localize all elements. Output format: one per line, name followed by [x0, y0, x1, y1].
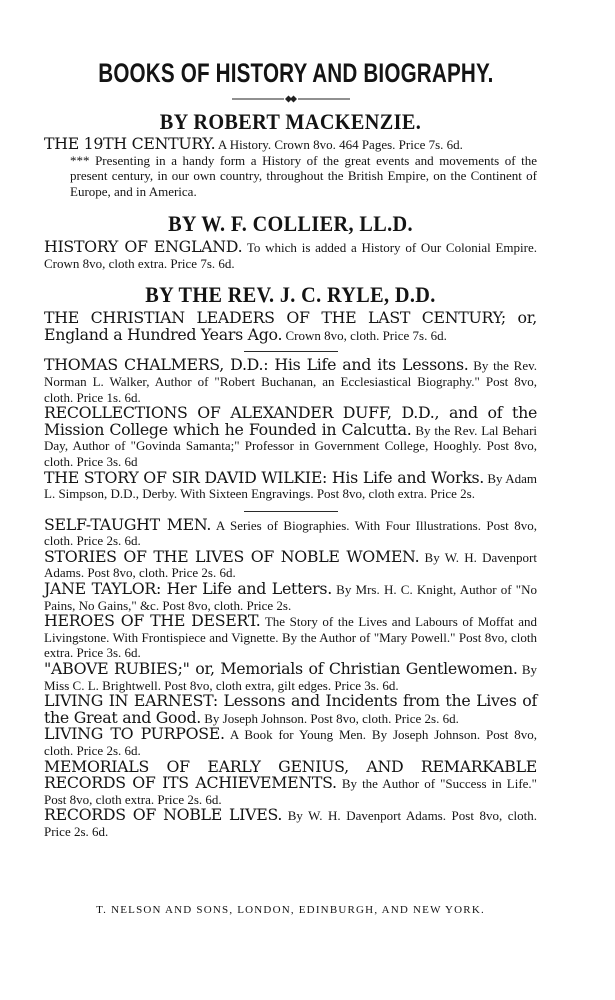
- catalogue-entry: [44, 613, 537, 661]
- page-title: BOOKS OF HISTORY AND BIOGRAPHY.: [98, 58, 494, 88]
- catalogue-entry: [44, 693, 537, 726]
- catalogue-entry: [44, 807, 537, 839]
- entry-desc: By the Rev. Lal Behari Day, Author of "Govinda Samanta;" Professor in Government College, Hooghly. Post 8vo, cloth. Price 3s. 6d: [44, 422, 538, 469]
- author-heading-mackenzie: BY ROBERT MACKENZIE.: [159, 109, 422, 134]
- entry-desc: By Joseph Johnson. Post 8vo, cloth. Price 2s. 6d.: [204, 710, 459, 726]
- entry-history-of-england: [44, 236, 537, 271]
- entry-title: LIVING IN EARNEST: Lessons and Incidents from the Lives of the Great and Good.: [44, 691, 537, 727]
- entry-desc: By W. H. Davenport Adams. Post 8vo, cloth. Price 2s. 6d.: [44, 808, 538, 839]
- entry-desc: Crown 8vo, cloth. Price 7s. 6d.: [285, 327, 447, 343]
- catalogue-entry: [44, 756, 537, 808]
- catalogue-page: [44, 58, 538, 916]
- entry-desc: By Miss C. L. Brightwell. Post 8vo, cloth extra, gilt edges. Price 3s. 6d.: [44, 662, 537, 693]
- author-heading-collier: BY W. F. COLLIER, LL.D.: [168, 210, 413, 236]
- entry-title: THE STORY OF SIR DAVID WILKIE: His Life and Works.: [44, 467, 484, 487]
- entry-desc: By the Rev. Norman L. Walker, Author of "Robert Buchanan, an Ecclesiastical Biography." Post 8vo, cloth. Price 1s. 6d.: [44, 358, 537, 405]
- catalogue-entry: [44, 661, 537, 693]
- entry-desc: The Story of the Lives and Labours of Moffat and Livingstone. With Frontispiece and Vignette. By the Author of "Mary Powell." Post 8vo, cloth extra. Price 3s. 6d.: [44, 614, 538, 661]
- entry-note: *** Presenting in a handy form a History of the great events and movements of the present century, in our own country, throughout the British Empire, on the Continent of Europe, and in America.: [70, 152, 537, 200]
- entry-group-biographies: [44, 357, 537, 501]
- entry-title: STORIES OF THE LIVES OF NOBLE WOMEN.: [44, 546, 420, 566]
- entry-desc: A Book for Young Men. By Joseph Johnson. Post 8vo, cloth. Price 2s. 6d.: [44, 727, 537, 759]
- entry-christian-leaders: [44, 310, 537, 343]
- entry-desc: By W. H. Davenport Adams. Post 8vo, cloth. Price 2s. 6d.: [44, 549, 537, 581]
- entry-title: SELF-TAUGHT MEN.: [44, 514, 212, 534]
- entry-title: RECORDS OF NOBLE LIVES.: [44, 805, 283, 825]
- entry-title: MEMORIALS OF EARLY GENIUS, AND REMARKABLE RECORDS OF ITS ACHIEVEMENTS.: [44, 756, 537, 793]
- catalogue-entry: [44, 357, 537, 405]
- section-divider: [244, 511, 338, 512]
- entry-title: HISTORY OF ENGLAND.: [44, 236, 243, 256]
- catalogue-entry: [44, 514, 537, 549]
- entry-19th-century: [44, 136, 537, 153]
- catalogue-entry: [44, 546, 537, 581]
- catalogue-entry: [44, 581, 537, 613]
- entry-desc: A History. Crown 8vo. 464 Pages. Price 7s. 6d.: [217, 137, 463, 152]
- publisher-footer: T. NELSON AND SONS, LONDON, EDINBURGH, AND NEW YORK.: [96, 904, 485, 916]
- entry-title: THOMAS CHALMERS, D.D.: His Life and its Lessons.: [44, 355, 469, 375]
- entry-group-series: [44, 514, 538, 840]
- entry-title: THE CHRISTIAN LEADERS OF THE LAST CENTURY; or, England a Hundred Years Ago.: [44, 308, 537, 344]
- catalogue-entry: [44, 726, 537, 758]
- entry-desc: To which is added a History of Our Colonial Empire. Crown 8vo, cloth extra. Price 7s. 6d.: [44, 239, 537, 271]
- entry-title: THE 19TH CENTURY.: [44, 134, 216, 153]
- catalogue-entry: [44, 467, 537, 502]
- ornament-divider-icon: [232, 94, 350, 104]
- entry-desc: By Adam L. Simpson, D.D., Derby. With Sixteen Engravings. Post 8vo, cloth extra. Price 2s.: [44, 470, 537, 502]
- entry-title: "ABOVE RUBIES;" or, Memorials of Christian Gentlewomen.: [44, 659, 518, 679]
- entry-title: JANE TAYLOR: Her Life and Letters.: [44, 579, 332, 599]
- section-divider: [244, 351, 338, 352]
- entry-desc: A Series of Biographies. With Four Illustrations. Post 8vo, cloth. Price 2s. 6d.: [44, 517, 537, 549]
- entry-title: HEROES OF THE DESERT.: [44, 611, 261, 631]
- entry-desc: By the Author of "Success in Life." Post 8vo, cloth extra. Price 2s. 6d.: [44, 776, 537, 807]
- catalogue-entry: [44, 405, 537, 469]
- entry-title: RECOLLECTIONS OF ALEXANDER DUFF, D.D., and of the Mission College which he Founded in Calcutta.: [44, 403, 537, 439]
- entry-title: LIVING TO PURPOSE.: [44, 724, 225, 744]
- entry-desc: By Mrs. H. C. Knight, Author of "No Pains, No Gains," &c. Post 8vo, cloth. Price 2s.: [44, 582, 537, 613]
- author-heading-ryle: BY THE REV. J. C. RYLE, D.D.: [145, 282, 436, 308]
